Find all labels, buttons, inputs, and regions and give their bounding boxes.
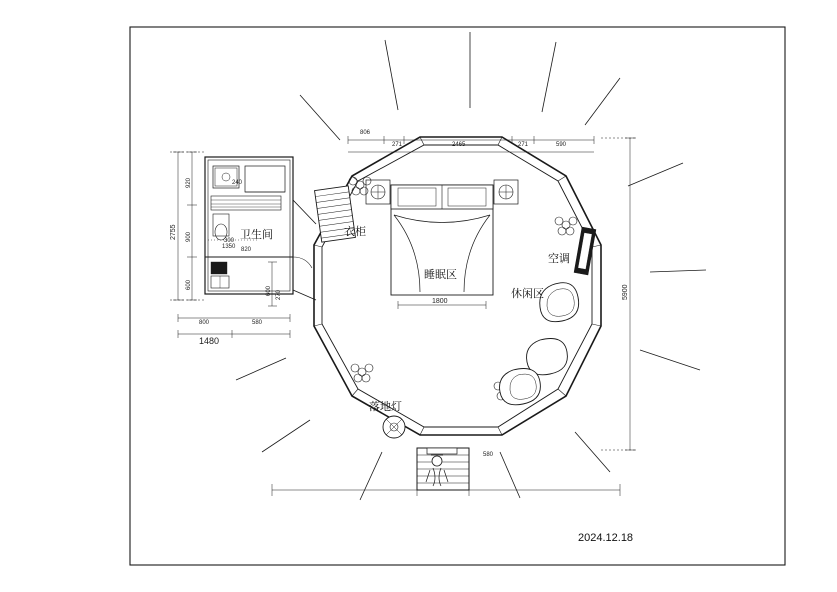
- dim-bath-inner-1: 300: [224, 238, 235, 244]
- dim-top-3: 2465: [452, 142, 466, 148]
- room-label-air-conditioner: 空调: [548, 253, 570, 265]
- dim-left-2: 900: [186, 231, 192, 242]
- dim-mark-3: 270: [276, 289, 282, 300]
- dim-bath-width: 1480: [199, 336, 220, 346]
- dim-top-5: 590: [556, 142, 567, 148]
- dim-overall-height: 5900: [622, 284, 629, 300]
- entrance-door: [417, 448, 469, 490]
- drawing-date: 2024.12.18: [578, 532, 634, 544]
- room-label-sleeping-area: 睡眠区: [424, 269, 457, 281]
- dim-bed-width: 1800: [432, 298, 448, 305]
- dim-bath-height: 2755: [170, 224, 177, 240]
- dim-bath-inner-3: 600: [266, 285, 272, 296]
- dim-bath-inner-2: 820: [241, 247, 252, 253]
- room-label-floor-lamp: 落地灯: [369, 401, 402, 413]
- room-label-lounge-area: 休闲区: [511, 288, 544, 300]
- dim-left-3: 600: [186, 279, 192, 290]
- dim-bottom-2: 580: [252, 320, 263, 326]
- dim-door: 580: [483, 452, 494, 458]
- dim-top-4: 271: [518, 142, 529, 148]
- room-label-bathroom: 卫生间: [240, 229, 273, 241]
- dim-bottom-1: 800: [199, 320, 210, 326]
- dim-top-1: 806: [360, 130, 371, 136]
- dim-mark-1: 240: [232, 180, 243, 186]
- room-label-wardrobe: 衣柜: [344, 226, 366, 238]
- floor-lamp: [383, 416, 405, 438]
- dim-left-1: 920: [186, 177, 192, 188]
- dim-top-2: 271: [392, 142, 403, 148]
- dim-mark-2: 1350: [222, 244, 236, 250]
